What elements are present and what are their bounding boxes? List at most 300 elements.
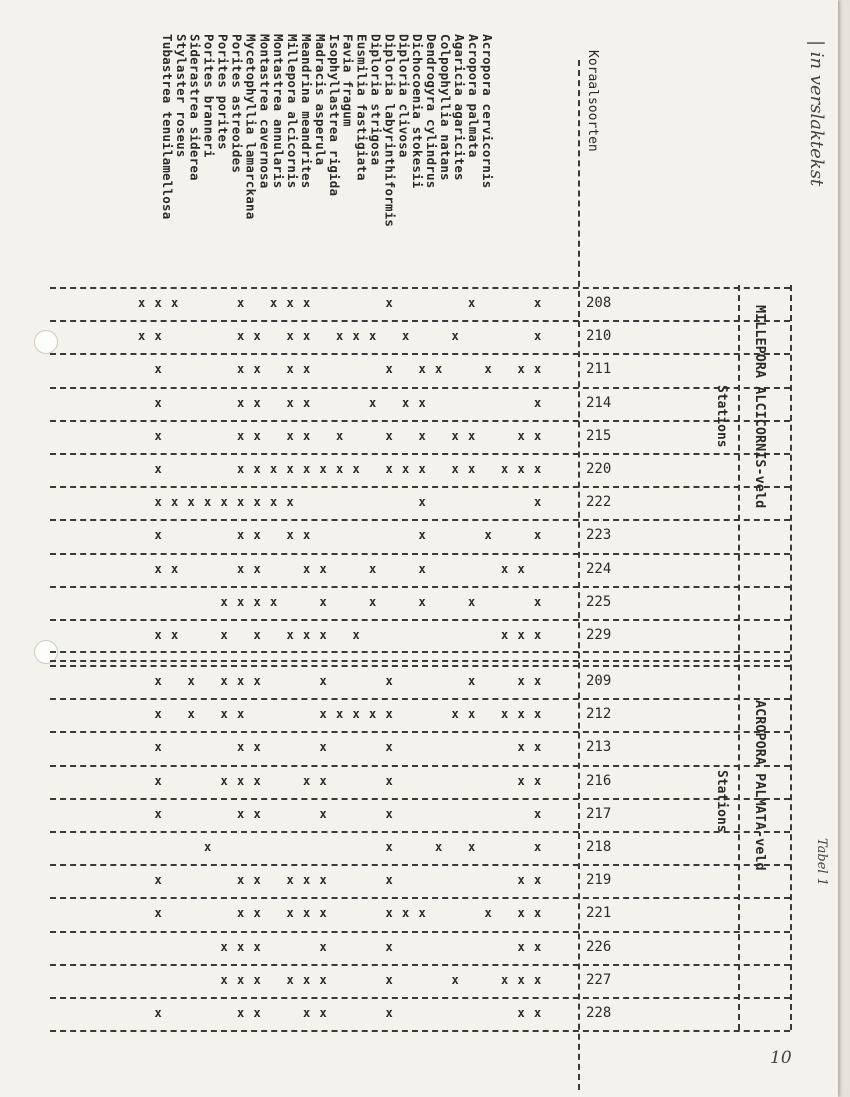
column-separator [578, 60, 580, 1090]
presence-mark: x [187, 495, 195, 510]
presence-mark: x [319, 1006, 327, 1020]
presence-mark: x [187, 674, 195, 688]
presence-mark: x [154, 296, 162, 310]
presence-mark: x [154, 740, 162, 755]
presence-mark: x [402, 462, 410, 476]
presence-mark: x [253, 906, 261, 921]
presence-mark: x [286, 628, 294, 642]
station-number: 211 [586, 361, 612, 378]
presence-mark: x [369, 395, 377, 410]
presence-mark: x [385, 1006, 393, 1020]
presence-mark: x [418, 906, 426, 921]
presence-mark: x [237, 740, 245, 755]
presence-mark: x [534, 972, 542, 987]
presence-mark: x [303, 1006, 311, 1020]
presence-mark: x [154, 806, 162, 821]
presence-mark: x [534, 873, 542, 888]
presence-mark: x [534, 939, 542, 954]
presence-mark: x [319, 707, 327, 722]
presence-mark: x [418, 462, 426, 476]
presence-mark: x [286, 362, 294, 377]
presence-mark: x [204, 495, 212, 510]
presence-mark: x [534, 528, 542, 543]
presence-mark: x [303, 561, 311, 576]
presence-mark: x [517, 707, 525, 722]
presence-mark: x [154, 428, 162, 443]
presence-mark: x [220, 773, 228, 788]
presence-mark: x [501, 628, 509, 642]
presence-mark: x [303, 628, 311, 642]
species-name: Porites branneri [201, 34, 217, 158]
presence-mark: x [352, 462, 360, 476]
presence-mark: x [286, 296, 294, 310]
presence-mark: x [385, 674, 393, 688]
species-name: Montastrea cavernosa [257, 34, 273, 189]
presence-mark: x [451, 972, 459, 987]
presence-mark: x [220, 674, 228, 688]
presence-mark: x [220, 707, 228, 722]
presence-mark: x [154, 462, 162, 476]
presence-mark: x [369, 707, 377, 722]
presence-mark: x [402, 395, 410, 410]
presence-mark: x [517, 428, 525, 443]
presence-mark: x [534, 495, 542, 510]
row-divider [50, 765, 790, 767]
species-name: Agaricia agaricites [451, 34, 467, 181]
station-number: 213 [586, 739, 612, 756]
presence-mark: x [517, 773, 525, 788]
species-name: Diploria labyrinthiformis [382, 34, 398, 228]
presence-mark: x [204, 840, 212, 854]
row-divider [50, 931, 790, 933]
species-list [160, 34, 494, 274]
presence-mark: x [517, 561, 525, 576]
presence-mark: x [253, 362, 261, 377]
species-name: Mycetophyllia lamarckana [243, 34, 259, 220]
presence-mark: x [237, 806, 245, 821]
presence-mark: x [237, 972, 245, 987]
row-divider [50, 420, 790, 422]
presence-mark: x [534, 462, 542, 476]
presence-mark: x [501, 561, 509, 576]
station-number: 222 [586, 494, 612, 511]
presence-mark: x [501, 707, 509, 722]
presence-mark: x [418, 561, 426, 576]
presence-mark: x [286, 495, 294, 510]
species-name: Siderastrea siderea [187, 34, 203, 181]
presence-mark: x [369, 594, 377, 609]
presence-mark: x [303, 972, 311, 987]
presence-mark: x [171, 495, 179, 510]
presence-mark: x [270, 594, 278, 609]
presence-mark: x [270, 296, 278, 310]
presence-mark: x [385, 362, 393, 377]
presence-mark: x [237, 395, 245, 410]
species-name: Acropora palmata [465, 34, 481, 158]
row-divider [50, 519, 790, 521]
presence-mark: x [468, 707, 476, 722]
station-number: 210 [586, 328, 612, 345]
station-number: 229 [586, 627, 612, 643]
species-name: Millepora alcicornis [285, 34, 301, 189]
presence-mark: x [385, 707, 393, 722]
presence-mark: x [517, 462, 525, 476]
presence-mark: x [468, 428, 476, 443]
presence-mark: x [517, 873, 525, 888]
presence-mark: x [237, 329, 245, 344]
presence-mark: x [253, 939, 261, 954]
presence-mark: x [534, 806, 542, 821]
species-name: Diploria clivosa [396, 34, 412, 158]
presence-mark: x [484, 906, 492, 921]
species-name: Diploria strigosa [368, 34, 384, 166]
presence-mark: x [418, 495, 426, 510]
presence-mark: x [154, 329, 162, 344]
presence-mark: x [253, 428, 261, 443]
species-name: Montastrea annularis [271, 34, 287, 189]
presence-mark: x [385, 906, 393, 921]
presence-mark: x [534, 594, 542, 609]
presence-mark: x [220, 972, 228, 987]
presence-mark: x [286, 329, 294, 344]
presence-mark: x [154, 395, 162, 410]
row-divider [50, 586, 790, 588]
presence-mark: x [385, 296, 393, 310]
presence-mark: x [286, 428, 294, 443]
presence-mark: x [303, 362, 311, 377]
row-divider [50, 665, 790, 667]
row-divider [50, 798, 790, 800]
presence-mark: x [517, 939, 525, 954]
presence-mark: x [385, 740, 393, 755]
presence-mark: x [253, 561, 261, 576]
row-divider [50, 387, 790, 389]
presence-mark: x [253, 1006, 261, 1020]
station-number: 209 [586, 673, 612, 689]
handwritten-note-table: Tabel 1 [814, 838, 829, 886]
presence-mark: x [286, 873, 294, 888]
presence-mark: x [468, 594, 476, 609]
presence-mark: x [253, 972, 261, 987]
row-divider [50, 731, 790, 733]
zone-border-right [790, 285, 792, 1030]
presence-mark: x [171, 628, 179, 642]
species-name: Madracis asperula [312, 34, 328, 166]
station-number: 223 [586, 527, 612, 544]
presence-mark: x [319, 561, 327, 576]
presence-mark: x [484, 362, 492, 377]
row-divider [50, 864, 790, 866]
presence-mark: x [319, 628, 327, 642]
presence-mark: x [319, 939, 327, 954]
row-divider [50, 486, 790, 488]
station-number: 224 [586, 560, 612, 577]
presence-mark: x [534, 628, 542, 642]
presence-mark: x [402, 329, 410, 344]
presence-mark: x [286, 906, 294, 921]
presence-mark: x [171, 296, 179, 310]
presence-mark: x [451, 707, 459, 722]
presence-mark: x [468, 462, 476, 476]
presence-mark: x [303, 528, 311, 543]
presence-mark: x [517, 628, 525, 642]
presence-mark: x [253, 806, 261, 821]
presence-mark: x [253, 628, 261, 642]
presence-mark: x [253, 740, 261, 755]
presence-mark: x [138, 296, 146, 310]
presence-mark: x [237, 296, 245, 310]
presence-mark: x [385, 806, 393, 821]
presence-mark: x [220, 628, 228, 642]
presence-mark: x [154, 674, 162, 688]
station-number: 218 [586, 839, 612, 855]
species-name: Porites porites [215, 34, 231, 150]
presence-mark: x [534, 773, 542, 788]
species-name: Porites astreoides [229, 34, 245, 174]
presence-mark: x [253, 495, 261, 510]
species-name: Eusmilia fastigiata [354, 34, 370, 181]
station-number: 228 [586, 1005, 612, 1021]
presence-mark: x [468, 296, 476, 310]
presence-mark: x [534, 840, 542, 854]
presence-mark: x [517, 1006, 525, 1020]
presence-mark: x [253, 873, 261, 888]
presence-mark: x [303, 773, 311, 788]
species-name: Colpophyllia natans [438, 34, 454, 181]
species-name: Isophyllastrea rigida [326, 34, 342, 197]
presence-mark: x [435, 840, 443, 854]
station-number: 221 [586, 905, 612, 922]
station-number: 216 [586, 772, 612, 789]
presence-mark: x [534, 906, 542, 921]
row-divider [50, 897, 790, 899]
row-divider [50, 353, 790, 355]
presence-mark: x [303, 329, 311, 344]
punch-hole [34, 330, 58, 354]
station-number: 215 [586, 427, 612, 444]
presence-mark: x [154, 906, 162, 921]
presence-mark: x [237, 707, 245, 722]
species-name: Stylaster roseus [173, 34, 189, 158]
presence-mark: x [303, 395, 311, 410]
station-number: 220 [586, 461, 612, 477]
presence-mark: x [138, 329, 146, 344]
species-name: Meandrina meandrites [298, 34, 314, 189]
presence-mark: x [319, 806, 327, 821]
row-divider [50, 964, 790, 966]
species-name: Acropora cervicornis [479, 34, 495, 189]
presence-mark: x [402, 906, 410, 921]
presence-mark: x [369, 329, 377, 344]
presence-mark: x [154, 561, 162, 576]
presence-mark: x [319, 674, 327, 688]
presence-mark: x [501, 972, 509, 987]
presence-mark: x [352, 628, 360, 642]
presence-mark: x [517, 906, 525, 921]
presence-mark: x [237, 1006, 245, 1020]
presence-mark: x [517, 674, 525, 688]
station-number: 208 [586, 295, 612, 311]
presence-mark: x [253, 462, 261, 476]
presence-mark: x [451, 428, 459, 443]
presence-mark: x [237, 594, 245, 609]
row-divider [50, 453, 790, 455]
presence-mark: x [418, 594, 426, 609]
presence-mark: x [534, 674, 542, 688]
presence-mark: x [253, 329, 261, 344]
presence-mark: x [237, 674, 245, 688]
presence-mark: x [270, 495, 278, 510]
presence-mark: x [468, 840, 476, 854]
presence-mark: x [418, 428, 426, 443]
presence-mark: x [237, 362, 245, 377]
station-number: 227 [586, 971, 612, 988]
presence-mark: x [385, 972, 393, 987]
presence-mark: x [534, 296, 542, 310]
presence-mark: x [369, 561, 377, 576]
presence-mark: x [336, 428, 344, 443]
row-divider [50, 619, 790, 621]
presence-mark: x [237, 428, 245, 443]
presence-mark: x [303, 296, 311, 310]
row-divider [50, 553, 790, 555]
presence-mark: x [286, 395, 294, 410]
presence-mark: x [418, 362, 426, 377]
presence-mark: x [352, 329, 360, 344]
row-divider [50, 831, 790, 833]
row-divider [50, 320, 790, 322]
zone-border-left [738, 285, 740, 1030]
presence-mark: x [319, 773, 327, 788]
stations-label-millepora: Stations [714, 385, 729, 448]
presence-mark: x [303, 873, 311, 888]
row-divider [50, 698, 790, 700]
presence-mark: x [484, 528, 492, 543]
species-name: Favia fragum [340, 34, 356, 127]
presence-mark: x [237, 561, 245, 576]
presence-mark: x [237, 939, 245, 954]
presence-mark: x [435, 362, 443, 377]
presence-mark: x [253, 773, 261, 788]
presence-mark: x [319, 873, 327, 888]
presence-mark: x [517, 972, 525, 987]
presence-mark: x [253, 395, 261, 410]
presence-mark: x [286, 972, 294, 987]
presence-mark: x [253, 674, 261, 688]
presence-mark: x [237, 495, 245, 510]
presence-mark: x [418, 395, 426, 410]
station-number: 219 [586, 872, 612, 889]
presence-mark: x [303, 906, 311, 921]
presence-mark: x [286, 462, 294, 476]
row-divider [50, 651, 790, 653]
presence-mark: x [154, 1006, 162, 1020]
presence-mark: x [385, 840, 393, 854]
zone-title-millepora: MILLEPORA ALCICORNIS-veld [752, 305, 768, 509]
station-number: 225 [586, 593, 612, 610]
station-number: 214 [586, 394, 612, 411]
handwritten-page-number: 10 [770, 1048, 792, 1068]
row-divider [50, 660, 790, 662]
presence-mark: x [385, 773, 393, 788]
presence-mark: x [451, 329, 459, 344]
presence-mark: x [220, 594, 228, 609]
presence-mark: x [270, 462, 278, 476]
presence-mark: x [319, 906, 327, 921]
species-name: Tubastrea tenuilamellosa [159, 34, 175, 220]
presence-mark: x [534, 428, 542, 443]
row-divider [50, 997, 790, 999]
presence-mark: x [418, 528, 426, 543]
presence-mark: x [220, 939, 228, 954]
presence-mark: x [303, 428, 311, 443]
presence-mark: x [385, 873, 393, 888]
presence-mark: x [352, 707, 360, 722]
presence-mark: x [154, 707, 162, 722]
species-column-header: Koraalsoorten [585, 50, 600, 152]
presence-mark: x [385, 939, 393, 954]
presence-mark: x [319, 972, 327, 987]
stations-label-acropora: Stations [714, 770, 729, 833]
presence-mark: x [534, 1006, 542, 1020]
presence-mark: x [451, 462, 459, 476]
presence-mark: x [303, 462, 311, 476]
presence-mark: x [237, 773, 245, 788]
presence-mark: x [237, 906, 245, 921]
station-number: 217 [586, 805, 612, 822]
presence-mark: x [154, 528, 162, 543]
presence-mark: x [517, 740, 525, 755]
presence-mark: x [154, 628, 162, 642]
presence-mark: x [534, 329, 542, 344]
presence-mark: x [171, 561, 179, 576]
presence-mark: x [534, 395, 542, 410]
presence-mark: x [336, 329, 344, 344]
presence-mark: x [534, 707, 542, 722]
presence-mark: x [468, 674, 476, 688]
presence-mark: x [319, 462, 327, 476]
presence-mark: x [154, 362, 162, 377]
presence-mark: x [534, 740, 542, 755]
presence-mark: x [187, 707, 195, 722]
row-divider [50, 287, 790, 289]
presence-mark: x [385, 462, 393, 476]
zone-title-acropora: ACROPORA PALMATA-veld [752, 700, 768, 871]
presence-mark: x [253, 528, 261, 543]
presence-mark: x [517, 362, 525, 377]
station-number: 212 [586, 706, 612, 723]
presence-mark: x [154, 495, 162, 510]
presence-mark: x [237, 528, 245, 543]
presence-mark: x [319, 740, 327, 755]
presence-mark: x [237, 462, 245, 476]
presence-mark: x [253, 594, 261, 609]
station-number: 226 [586, 938, 612, 955]
species-name: Dendrogyra cylindrus [424, 34, 440, 189]
presence-mark: x [336, 462, 344, 476]
presence-mark: x [154, 873, 162, 888]
presence-mark: x [154, 773, 162, 788]
presence-mark: x [237, 873, 245, 888]
presence-mark: x [336, 707, 344, 722]
presence-mark: x [319, 594, 327, 609]
presence-mark: x [534, 362, 542, 377]
presence-mark: x [501, 462, 509, 476]
presence-mark: x [385, 428, 393, 443]
handwritten-note-top: | in verslaktekst [806, 40, 827, 187]
presence-mark: x [220, 495, 228, 510]
species-name: Dichocoenia stokesii [410, 34, 426, 189]
